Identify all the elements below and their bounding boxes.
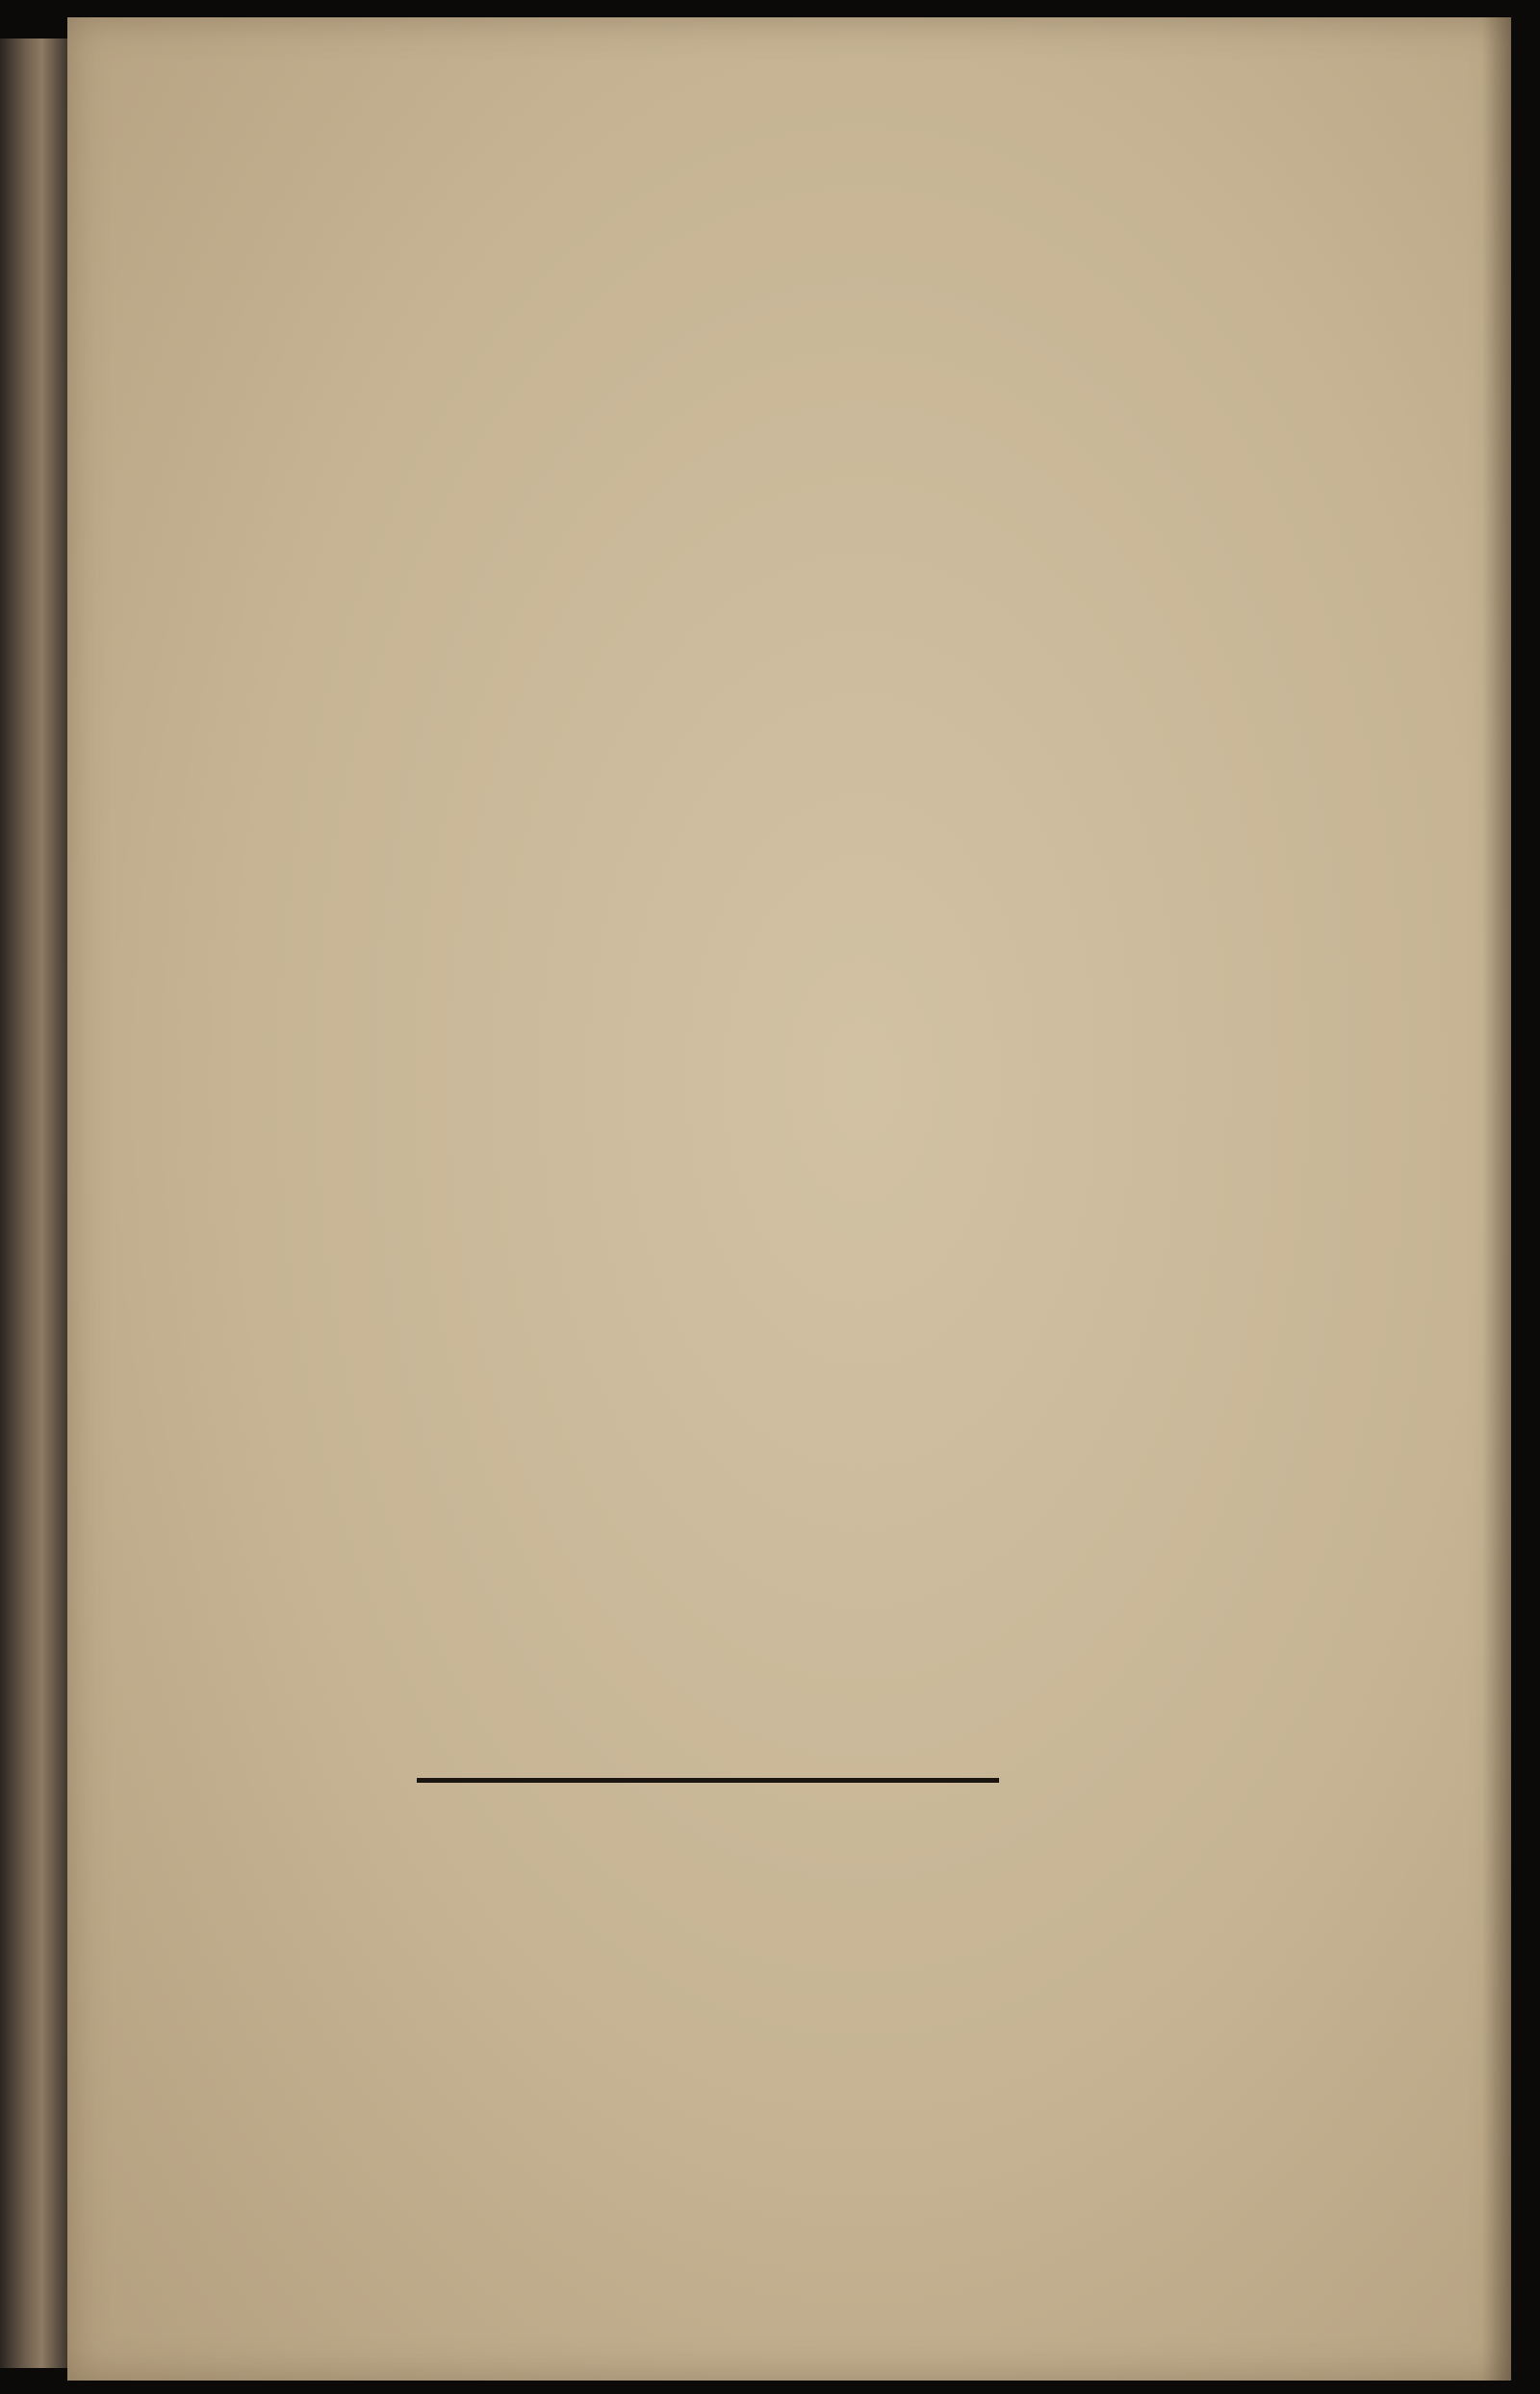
book-spine	[0, 39, 69, 2368]
page-edge-shadow	[1482, 17, 1511, 2381]
section-divider-rule	[417, 1778, 999, 1783]
ornamental-headpiece	[133, 189, 1259, 477]
initial-ornament-frame-icon	[129, 730, 447, 1018]
decorated-initial	[129, 730, 447, 1018]
